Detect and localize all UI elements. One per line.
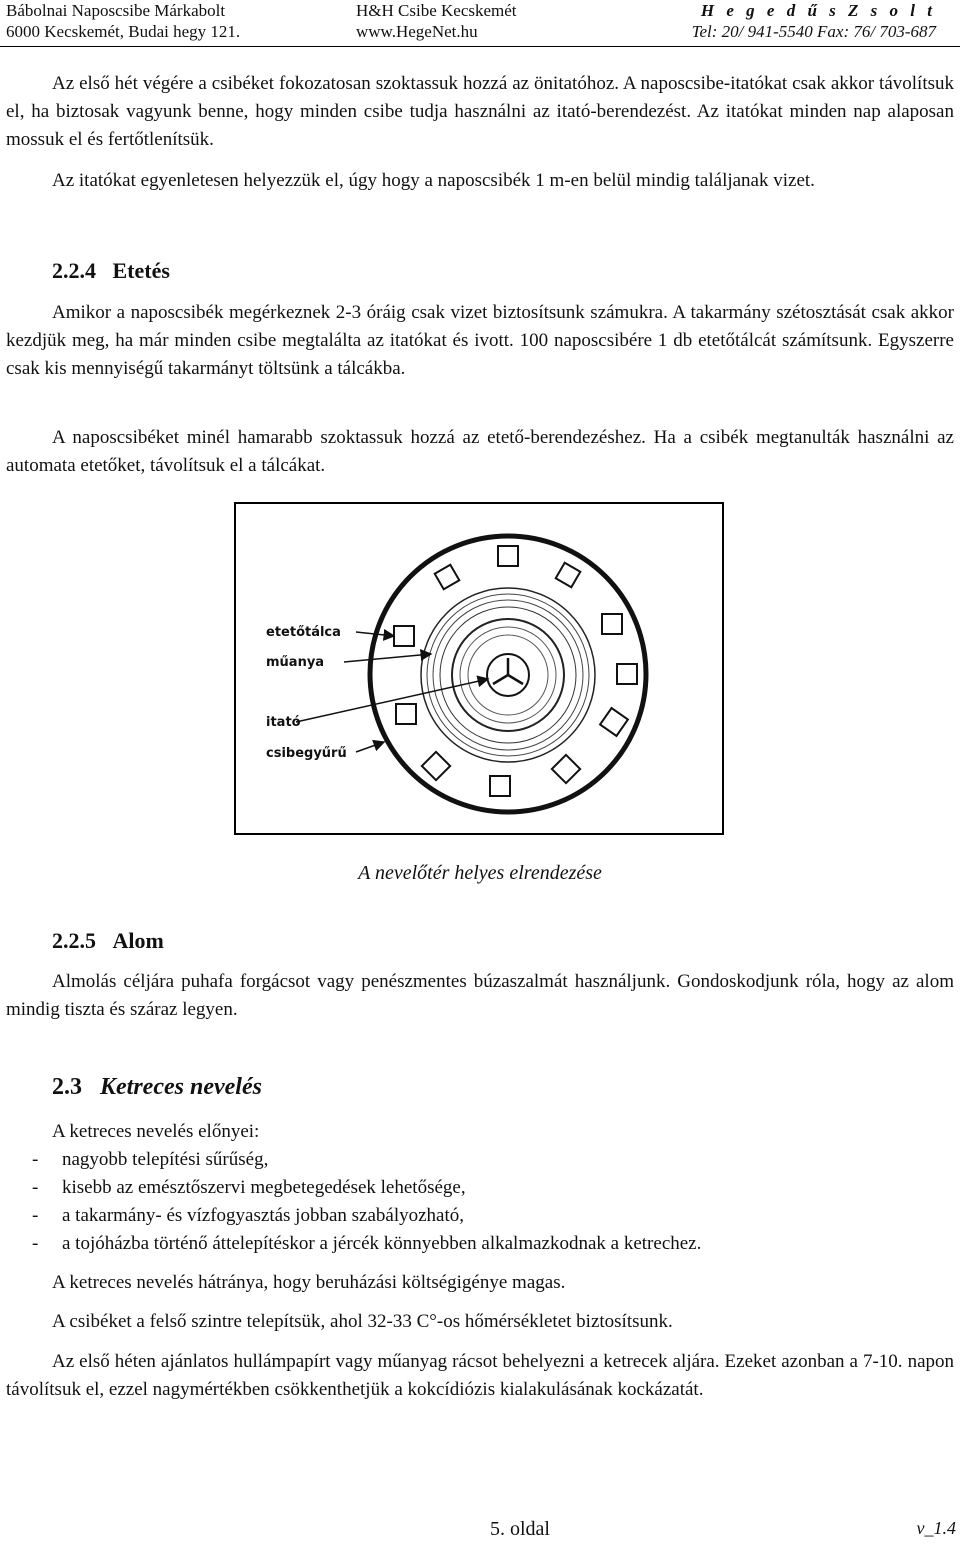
paragraph-disadvantage: A ketreces nevelés hátránya, hogy beruházási költségigénye magas.	[52, 1272, 566, 1293]
website-link[interactable]: www.HegeNet.hu	[356, 22, 478, 41]
company-name: H&H Csibe Kecskemét	[356, 1, 517, 20]
shop-name: Bábolnai Naposcsibe Márkabolt	[6, 1, 226, 20]
list-item: - kisebb az emésztőszervi megbetegedések lehetősége,	[32, 1177, 466, 1198]
page-number: 5. oldal	[490, 1518, 550, 1540]
paragraph-temperature: A csibéket a felső szintre telepítsük, ahol 32-33 C°-os hőmérsékletet biztosítsunk.	[52, 1311, 673, 1332]
heading-litter	[52, 928, 164, 954]
list-item: - nagyobb telepítési sűrűség,	[32, 1149, 269, 1170]
heading-text: Etetés	[112, 258, 170, 283]
version-label: v_1.4	[916, 1518, 956, 1538]
paragraph-feeder-training: A naposcsibéket minél hamarabb szoktassuk hozzá az etető-berendezéshez. Ha a csibék megtanulták használni az automata etetőket, távolítsuk el a tálcákat.	[6, 427, 954, 476]
heading-text: Ketreces nevelés	[100, 1074, 262, 1100]
heading-feeding	[52, 258, 170, 284]
paragraph-drinkers: Az első hét végére a csibéket fokozatosan szoktassuk hozzá az önitatóhoz. A naposcsibe-itatókat csak akkor távolítsuk el, ha biztosak vagyunk benne, hogy minden csibe tudja használni az itató-berendezést. Az itatókat minden nap alaposan mossuk el és fertőtlenítsük.	[6, 73, 954, 150]
paragraph-feeding: Amikor a naposcsibék megérkeznek 2-3 óráig csak vizet biztosítsunk számukra. A takarmány szétosztását csak akkor kezdjük meg, ha már minden csibe megtalálta az itatókat és ivott. 100 naposcsibére 1 db etetőtálcát számítsunk. Egyszerre csak kis mennyiségű takarmányt töltsünk a tálcákba.	[6, 302, 954, 379]
owner-name: H e g e d ű s Z s o l t	[700, 1, 936, 20]
label-feeder-tray: etetőtálca	[266, 625, 341, 640]
shop-address: 6000 Kecskemét, Budai hegy 121.	[6, 22, 241, 41]
heading-number: 2.2.5	[52, 928, 96, 953]
brooding-layout-figure	[234, 502, 724, 835]
heading-cage-rearing	[52, 1074, 262, 1101]
label-drinker: itató	[266, 715, 301, 730]
paragraph-advantages-intro: A ketreces nevelés előnyei:	[52, 1121, 260, 1142]
brooding-layout-diagram	[236, 504, 722, 833]
heading-number: 2.3	[52, 1074, 82, 1100]
contact-phone-fax: Tel: 20/ 941-5540 Fax: 76/ 703-687	[691, 22, 936, 41]
paragraph-cage-floor: Az első héten ajánlatos hullámpapírt vagy műanyag rácsot behelyezni a ketrecek aljára. Ezeket azonban a 7-10. napon távolítsuk el, ezzel nagymértékben csökkenthetjük a kokcídiózis kialakulásának kockázatát.	[6, 1351, 954, 1400]
figure-caption: A nevelőtér helyes elrendezése	[358, 862, 602, 884]
paragraph-litter: Almolás céljára puhafa forgácsot vagy penészmentes búzaszalmát használjunk. Gondoskodjunk róla, hogy az alom mindig tiszta és száraz legyen.	[6, 971, 954, 1020]
page-header	[0, 0, 960, 47]
heading-text: Alom	[112, 928, 164, 953]
heading-number: 2.2.4	[52, 258, 96, 283]
paragraph-drinker-placement: Az itatókat egyenletesen helyezzük el, úgy hogy a naposcsibék 1 m-en belül mindig találjanak vizet.	[52, 170, 815, 191]
list-item: - a tojóházba történő áttelepítéskor a jércék könnyebben alkalmazkodnak a ketrechez.	[32, 1233, 702, 1254]
label-chick-ring: csibegyűrű	[266, 746, 347, 761]
label-plastic: műanya	[266, 655, 325, 670]
list-item: - a takarmány- és vízfogyasztás jobban szabályozható,	[32, 1205, 465, 1226]
